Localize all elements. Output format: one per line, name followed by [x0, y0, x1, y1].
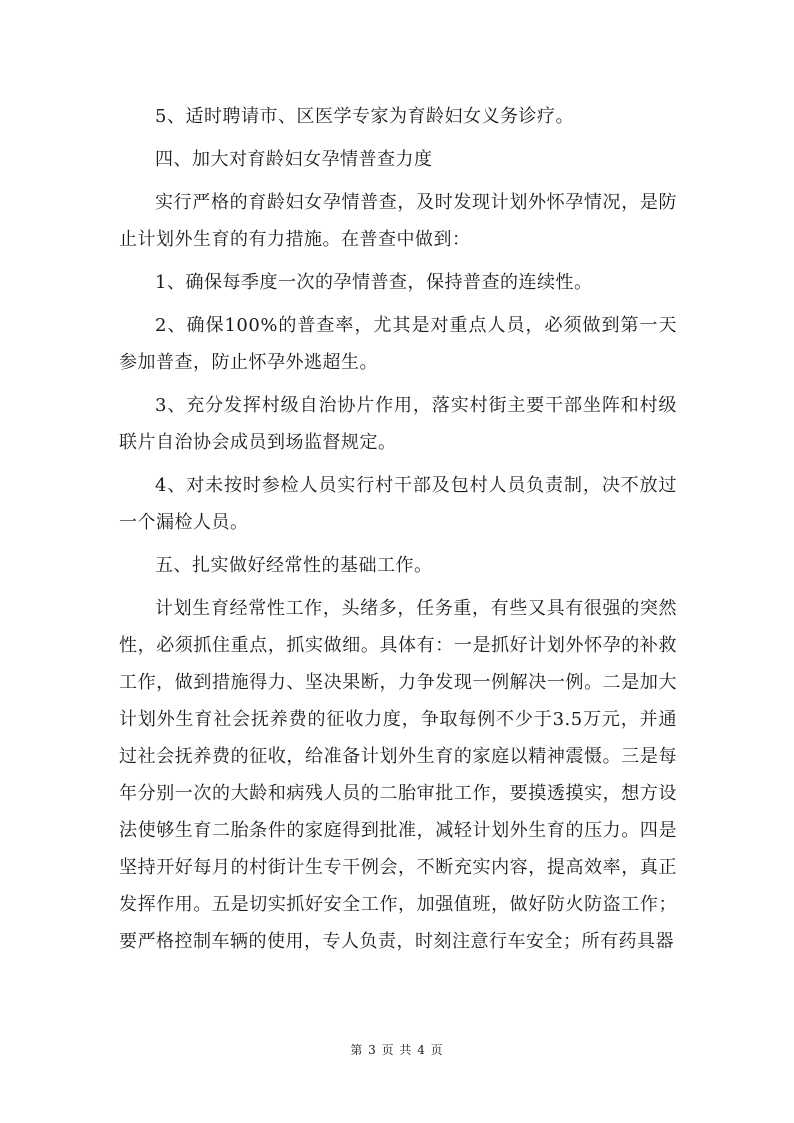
- section-heading-4: 四、加大对育龄妇女孕情普查力度: [155, 149, 433, 170]
- paragraph-item-5: 5、适时聘请市、区医学专家为育龄妇女义务诊疗。: [155, 106, 574, 127]
- paragraph-pregnancy-survey: 实行严格的育龄妇女孕情普查，及时发现计划外怀孕情况，是防止计划外生育的有力措施。在普查中做到：: [119, 192, 677, 250]
- paragraph-item-3: 3、充分发挥村级自治协片作用，落实村街主要干部坐阵和村级联片自治协会成员到场监督规定。: [119, 395, 677, 453]
- paragraph-item-4: 4、对未按时参检人员实行村干部及包村人员负责制，决不放过一个漏检人员。: [119, 475, 677, 533]
- paragraph-item-1: 1、确保每季度一次的孕情普查，保持普查的连续性。: [155, 272, 593, 293]
- document-body: [119, 98, 677, 966]
- section-heading-5: 五、扎实做好经常性的基础工作。: [155, 555, 433, 576]
- paragraph-item-2: 2、确保100%的普查率，尤其是对重点人员，必须做到第一天参加普查，防止怀孕外逃超生。: [119, 315, 677, 373]
- page-number-footer: 第 3 页 共 4 页: [350, 1043, 444, 1057]
- paragraph-routine-work: 计划生育经常性工作，头绪多，任务重，有些又具有很强的突然性，必须抓住重点，抓实做细。具体有：一是抓好计划外怀孕的补救工作，做到措施得力、坚决果断，力争发现一例解决一例。二是加大计划外生育社会抚养费的征收力度，争取每例不少于3.5万元，并通过社会抚养费的征收，给准备计划外生育的家庭以精神震慑。三是每年分别一次的大龄和病残人员的二胎审批工作，要摸透摸实，想方设法使够生育二胎条件的家庭得到批准，减轻计划外生育的压力。四是坚持开好每月的村街计生专干例会，不断充实内容，提高效率，真正发挥作用。五是切实抓好安全工作，加强值班，做好防火防盗工作；要严格控制车辆的使用，专人负责，时刻注意行车安全；所有药具器: [119, 598, 677, 952]
